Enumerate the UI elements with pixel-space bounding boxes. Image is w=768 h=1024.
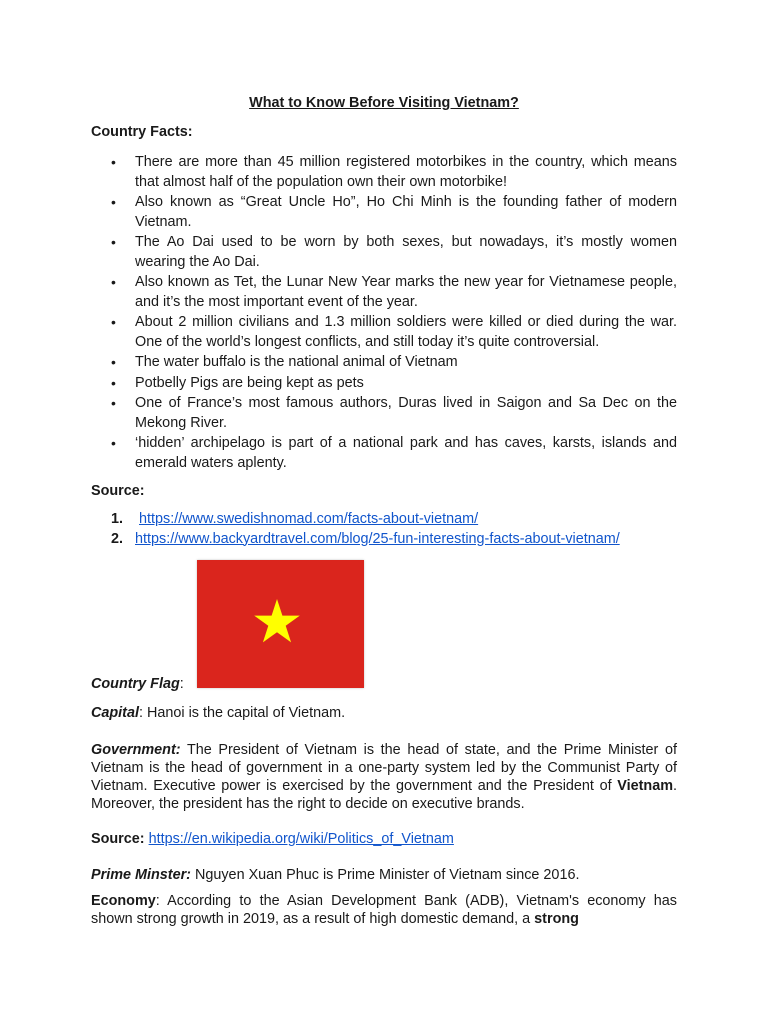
capital-text: : Hanoi is the capital of Vietnam.	[138, 705, 346, 721]
economy-label: Economy	[91, 893, 156, 909]
bullet-icon: •	[111, 374, 116, 391]
government-label: Government:	[91, 742, 181, 758]
capital-label: Capital	[91, 705, 139, 721]
fact-text: There are more than 45 million registered motorbikes in the country, which means that almost half of the population own their own motorbike!	[135, 154, 677, 190]
flag-star-icon	[197, 560, 364, 688]
government-bold: Vietnam	[617, 778, 673, 794]
list-item	[91, 374, 677, 394]
bullet-icon: •	[111, 194, 116, 210]
government-paragraph	[91, 741, 677, 813]
capital-paragraph	[91, 704, 677, 722]
list-item	[91, 193, 677, 232]
country-flag-colon: :	[179, 676, 184, 692]
fact-text: About 2 million civilians and 1.3 million soldiers were killed or died during the war. One of the world’s longest conflicts, and still today it’s quite controversial.	[135, 314, 677, 350]
source-link-backyardtravel[interactable]: https://www.backyardtravel.com/blog/25-fun-interesting-facts-about-vietnam/	[135, 530, 620, 547]
bullet-icon: •	[111, 395, 116, 411]
source-link-wikipedia[interactable]: https://en.wikipedia.org/wiki/Politics_of_Vietnam	[148, 831, 454, 847]
list-item	[91, 510, 677, 530]
document-title: What to Know Before Visiting Vietnam?	[249, 95, 519, 111]
bullet-icon: •	[111, 154, 116, 170]
bullet-icon: •	[111, 354, 116, 370]
source-link-swedishnomad[interactable]: https://www.swedishnomad.com/facts-about-vietnam/	[139, 511, 479, 527]
list-item	[91, 233, 677, 272]
fact-text: Also known as Tet, the Lunar New Year marks the new year for Vietnamese people, and it’s the most important event of the year.	[135, 274, 677, 310]
country-flag-label: Country Flag	[91, 676, 180, 692]
source-number: 1.	[111, 511, 124, 527]
bullet-icon: •	[111, 274, 116, 290]
fact-text: The water buffalo is the national animal of Vietnam	[135, 354, 458, 370]
fact-text: Potbelly Pigs are being kept as pets	[135, 374, 364, 391]
government-text-end: . Moreover, the president has the right to decide on executive brands.	[91, 778, 677, 812]
government-text: The President of Vietnam is the head of state, and the Prime Minister of Vietnam is the head of government in a one-party system led by the Communist Party of Vietnam. Executive power is exercised by the government and the President of	[91, 742, 677, 794]
economy-bold: strong	[534, 911, 579, 927]
list-item	[91, 394, 677, 433]
fact-text: The Ao Dai used to be worn by both sexes, but nowadays, it’s mostly women wearing the Ao Dai.	[135, 234, 677, 270]
list-item	[91, 353, 677, 373]
economy-text: : According to the Asian Development Bank (ADB), Vietnam's economy has shown strong growth in 2019, as a result of high domestic demand, a	[91, 893, 677, 927]
list-item	[91, 434, 677, 473]
source-number: 2.	[111, 530, 124, 547]
prime-minister-paragraph	[91, 866, 677, 884]
prime-minister-label: Prime Minster:	[91, 867, 191, 883]
fact-text: Also known as “Great Uncle Ho”, Ho Chi Minh is the founding father of modern Vietnam.	[135, 194, 677, 230]
bullet-icon: •	[111, 435, 116, 451]
facts-list	[91, 153, 677, 474]
country-facts-heading: Country Facts:	[91, 124, 193, 140]
economy-paragraph	[91, 892, 677, 928]
source-line-politics	[91, 830, 677, 848]
prime-minister-text: Nguyen Xuan Phuc is Prime Minister of Vietnam since 2016.	[190, 867, 580, 883]
sources-list	[91, 510, 677, 549]
list-item	[91, 313, 677, 352]
list-item	[91, 530, 677, 550]
bullet-icon: •	[111, 234, 116, 250]
list-item	[91, 273, 677, 312]
country-flag-line	[91, 675, 677, 693]
bullet-icon: •	[111, 314, 116, 330]
fact-text: ‘hidden’ archipelago is part of a national park and has caves, karsts, islands and emerald waters aplenty.	[135, 435, 677, 471]
vietnam-flag-image	[197, 560, 364, 688]
source-heading: Source:	[91, 483, 145, 499]
source2-label: Source:	[91, 831, 145, 847]
fact-text: One of France’s most famous authors, Duras lived in Saigon and Sa Dec on the Mekong River.	[135, 395, 677, 431]
list-item	[91, 153, 677, 192]
